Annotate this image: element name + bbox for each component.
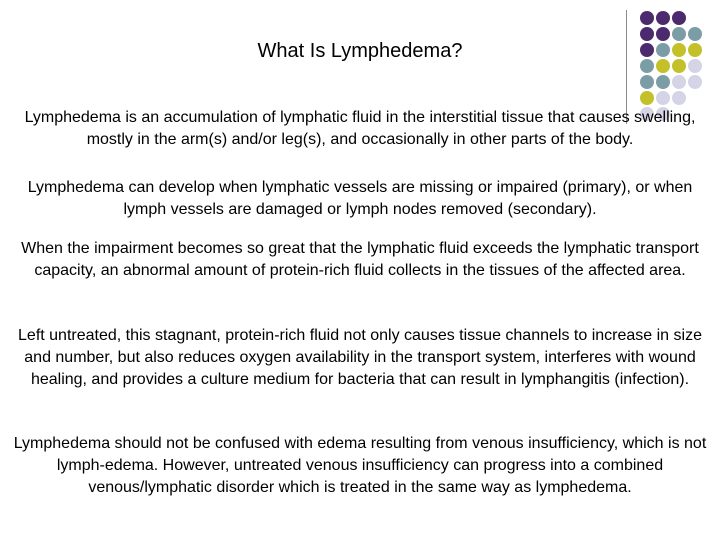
paragraph-untreated: Left untreated, this stagnant, protein-rich fluid not only causes tissue channels to increase in size and number, but also reduces oxygen availability in the transport system, interferes with wound healing, and provides a culture medium for bacteria that can result in lymphangitis (infection). — [18, 327, 702, 388]
decorative-dot — [656, 75, 670, 89]
decorative-dot — [656, 91, 670, 105]
decorative-dot — [656, 11, 670, 25]
slide-title: What Is Lymphedema? — [257, 40, 463, 62]
decorative-dot — [640, 91, 654, 105]
decorative-dot — [640, 75, 654, 89]
decorative-dot — [672, 11, 686, 25]
paragraph-causes: Lymphedema can develop when lymphatic vessels are missing or impaired (primary), or when lymph vessels are damaged or lymph nodes removed (secondary). — [27, 179, 693, 218]
decorative-dot — [640, 11, 654, 25]
decorative-dot — [672, 91, 686, 105]
paragraph-venous-insufficiency: Lymphedema should not be confused with edema resulting from venous insufficiency, which is not lymph-edema. However, untreated venous insufficiency can progress into a combined venous/lymphatic disorder which is treated in the same way as lymphedema. — [13, 435, 707, 496]
paragraph-definition: Lymphedema is an accumulation of lymphatic fluid in the interstitial tissue that causes swelling, mostly in the arm(s) and/or leg(s), and occasionally in other parts of the body. — [24, 109, 696, 148]
decorative-dot — [688, 75, 702, 89]
paragraph-impairment: When the impairment becomes so great that the lymphatic fluid exceeds the lymphatic transport capacity, an abnormal amount of protein-rich fluid collects in the tissues of the affected area. — [21, 240, 699, 279]
decorative-dot — [672, 75, 686, 89]
